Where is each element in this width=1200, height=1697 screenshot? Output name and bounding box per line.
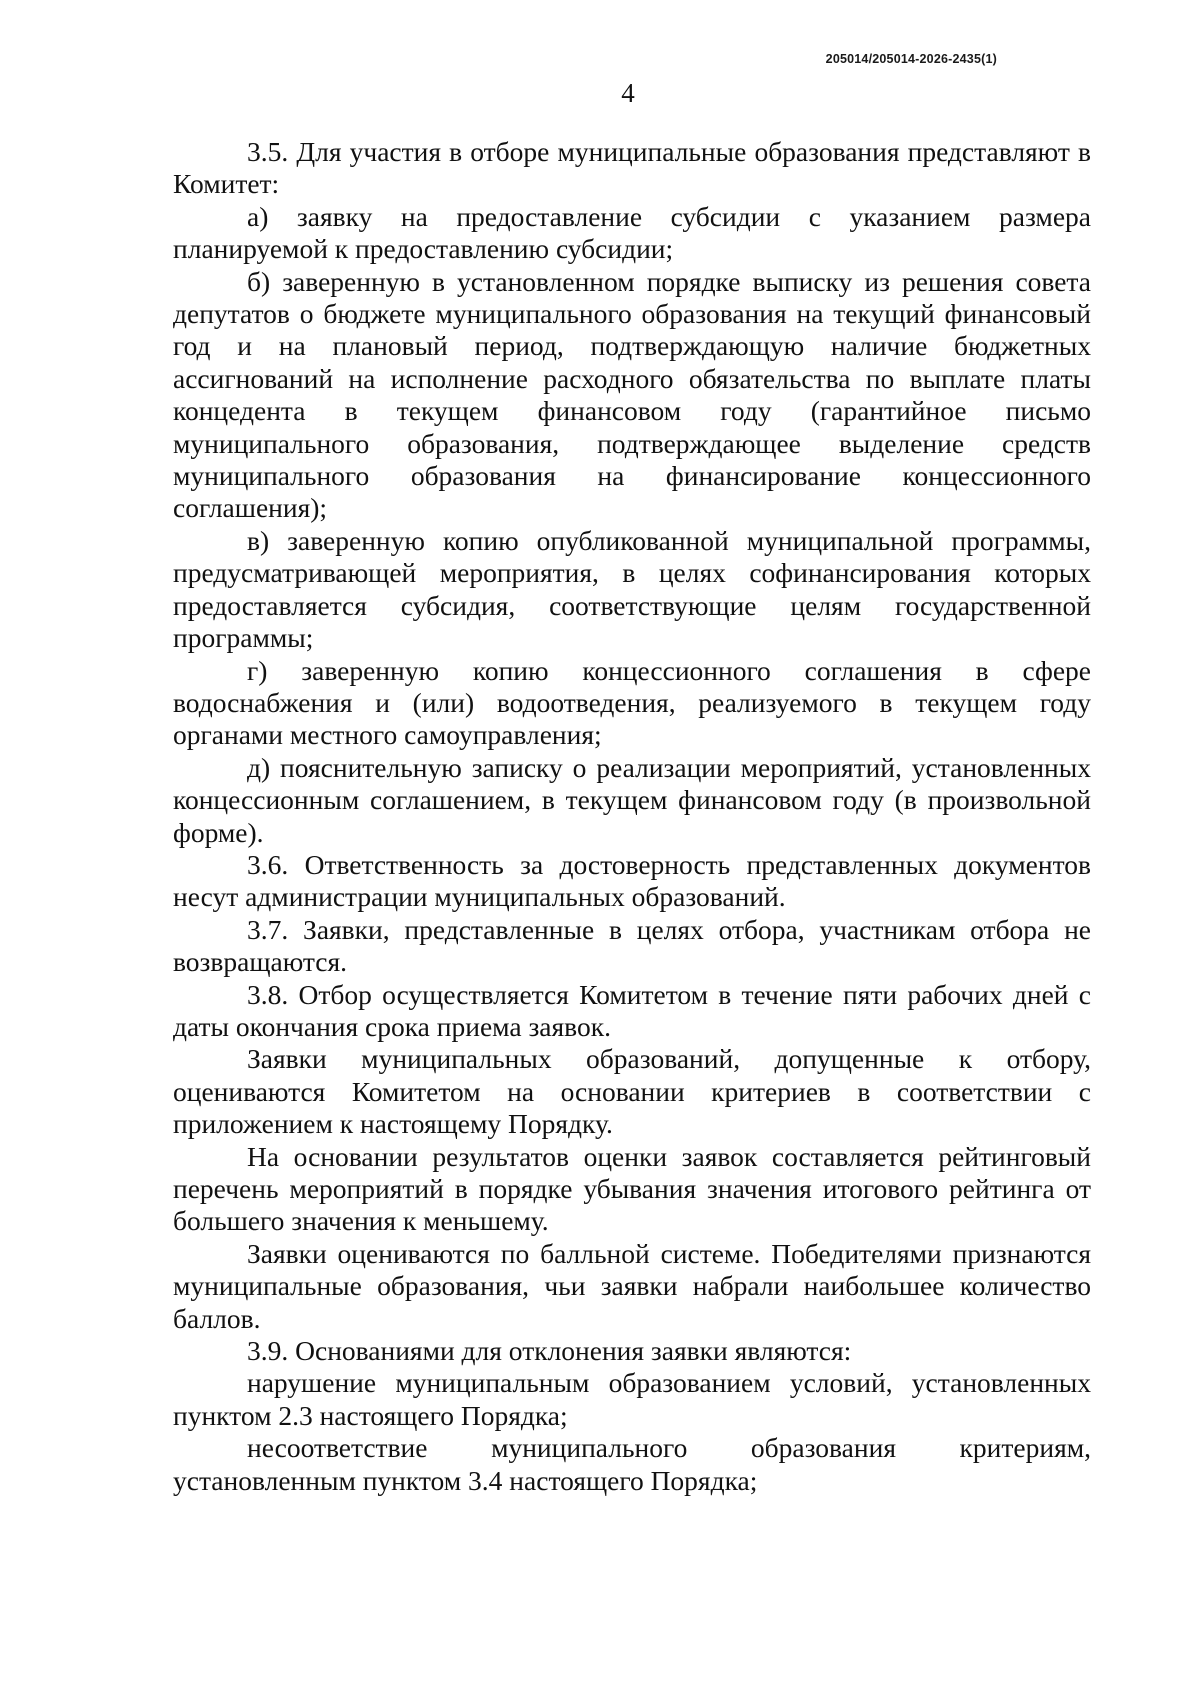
list-item-g: г) заверенную копию концессионного соглашения в сфере водоснабжения и (или) водоотведения, реализуемого в текущем году органами местного самоуправления; xyxy=(173,654,1091,751)
paragraph-3-6: 3.6. Ответственность за достоверность представленных документов несут администрации муниципальных образований. xyxy=(173,848,1091,913)
list-item-b: б) заверенную в установленном порядке выписку из решения совета депутатов о бюджете муниципального образования на текущий финансовый год и на плановый период, подтверждающую наличие бюджетных ассигнований на исполнение расходного обязательства по выплате платы концедента в текущем финансовом году (гарантийное письмо муниципального образования, подтверждающее выделение средств муниципального образования на финансирование концессионного соглашения); xyxy=(173,265,1091,524)
page-number: 4 xyxy=(621,78,635,108)
paragraph-3-8: 3.8. Отбор осуществляется Комитетом в течение пяти рабочих дней с даты окончания срока приема заявок. xyxy=(173,978,1091,1042)
paragraph-scoring: Заявки оцениваются по балльной системе. Победителями признаются муниципальные образования, чьи заявки набрали наибольшее количество баллов. xyxy=(173,1237,1091,1334)
paragraph-3-9: 3.9. Основаниями для отклонения заявки являются: xyxy=(247,1335,852,1367)
rejection-reason-1: нарушение муниципальным образованием условий, установленных пунктом 2.3 настоящего Порядка; xyxy=(173,1367,1091,1431)
paragraph-rating: На основании результатов оценки заявок составляется рейтинговый перечень мероприятий в порядке убывания значения итогового рейтинга от большего значения к меньшему. xyxy=(173,1140,1091,1237)
list-item-v: в) заверенную копию опубликованной муниципальной программы, предусматривающей мероприятия, в целях софинансирования которых предоставляется субсидия, соответствующие целям государственной программы; xyxy=(173,524,1091,654)
paragraph-evaluation: Заявки муниципальных образований, допущенные к отбору, оцениваются Комитетом на основании критериев в соответствии с приложением к настоящему Порядку. xyxy=(173,1043,1091,1140)
list-item-d: д) пояснительную записку о реализации мероприятий, установленных концессионным соглашением, в текущем финансовом году (в произвольной форме). xyxy=(173,751,1091,848)
paragraph-3-5: 3.5. Для участия в отборе муниципальные образования представляют в Комитет: xyxy=(173,136,1091,200)
list-item-a: а) заявку на предоставление субсидии с указанием размера планируемой к предоставлению субсидии; xyxy=(173,200,1091,265)
paragraph-3-7: 3.7. Заявки, представленные в целях отбора, участникам отбора не возвращаются. xyxy=(173,913,1091,978)
document-id: 205014/205014-2026-2435(1) xyxy=(825,52,997,66)
document-body xyxy=(173,136,1091,1497)
rejection-reason-2: несоответствие муниципального образования критериям, установленным пунктом 3.4 настоящего Порядка; xyxy=(173,1432,1091,1496)
